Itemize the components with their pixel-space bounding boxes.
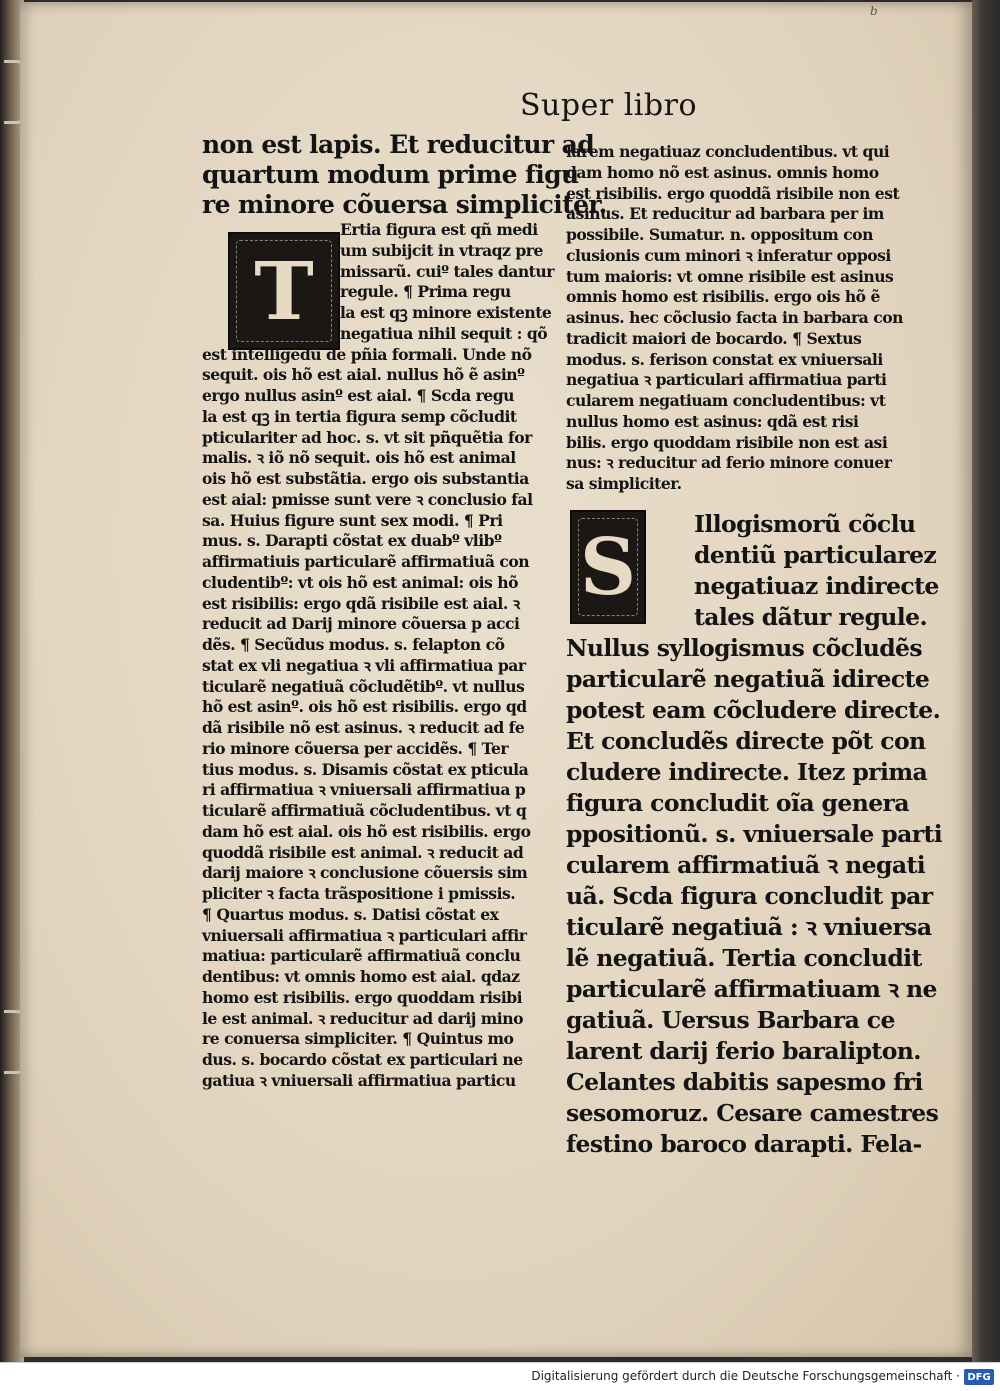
text-line: dam hõ est aial. ois hõ est risibilis. ergo [202,821,531,841]
text-line: sesomoruz. Cesare camestres [566,1098,939,1127]
text-line: pticulariter ad hoc. s. vt sit pñquẽtia for [202,427,532,447]
text-line: missarũ. cuiº tales dantur [340,261,554,281]
text-line: dentiũ particularez [694,540,937,569]
text-line: sa. Huius figure sunt sex modi. ¶ Pri [202,510,503,530]
text-line: ticularẽ negatiuã : ꝛ vniuersa [566,912,932,941]
text-line: negatiua ꝛ particulari affirmatiua parti [566,370,887,390]
text-line: Et concludẽs directe põt con [566,726,926,755]
text-line: affirmatiuis particularẽ affirmatiuã con [202,552,530,571]
text-line: modus. s. ferison constat ex vniuersali [566,349,883,369]
text-line: ri affirmatiua ꝛ vniuersali affirmatiua p [202,780,526,800]
left-column [202,130,607,1092]
text-line: ois hõ est substãtia. ergo ois substantia [202,469,529,488]
funding-credit: Digitalisierung gefördert durch die Deutsche Forschungsgemeinschaft · [531,1369,960,1383]
text-line: dam homo nõ est asinus. omnis homo [566,162,879,182]
book-right-edge [972,0,1000,1362]
text-line: tales dãtur regule. [694,602,928,631]
text-line: ticularẽ affirmatiuã cõcludentibus. vt q [202,801,527,820]
text-line: est risibilis: ergo qdã risibile est aial. ꝛ [202,593,520,613]
text-line: gatiua ꝛ vniuersali affirmatiua particu [202,1070,516,1090]
text-line: cludentibº: vt ois hõ est animal: ois hõ [202,572,519,592]
text-line: le est animal. ꝛ reducitur ad darij mino [202,1008,523,1028]
text-line: possibile. Sumatur. n. oppositum con [566,225,873,244]
text-line: omnis homo est risibilis. ergo ois hõ ẽ [566,287,880,307]
text-line: sa simpliciter. [566,474,682,493]
text-line: dã risibile nõ est asinus. ꝛ reducit ad fe [202,718,525,737]
text-line: festino baroco darapti. Fela- [566,1129,922,1158]
text-line: la est qꝫ minore existente [340,303,552,322]
text-line: hõ est asinº. ois hõ est risibilis. ergo qd [202,697,527,717]
text-line: Celantes dabitis sapesmo fri [566,1067,923,1096]
text-line: homo est risibilis. ergo quoddam risibi [202,987,523,1007]
text-line: mus. s. Darapti cõstat ex duabº vlibº [202,531,502,551]
text-line: est risibilis. ergo quoddã risibile non est [566,183,900,203]
text-line: clusionis cum minori ꝛ inferatur opposi [566,245,891,265]
text-line: cularem negatiuam concludentibus: vt [566,391,886,410]
folio-mark: b [870,4,878,18]
text-line: negatiuaz indirecte [694,571,939,600]
text-line: regule. ¶ Prima regu [340,282,511,302]
text-line: sequit. ois hõ est aial. nullus hõ ẽ asinº [202,365,525,385]
right-top-lines [566,142,914,495]
text-line: uã. Scda figura concludit par [566,881,933,910]
dfg-logo: DFG [964,1369,994,1385]
text-line: nullus homo est asinus: qdã est risi [566,411,859,431]
text-line: est aial: pmisse sunt vere ꝛ conclusio fal [202,489,533,509]
text-line: re conuersa simpliciter. ¶ Quintus mo [202,1029,514,1049]
text-line: la est qꝫ in tertia figura semp cõcludit [202,406,517,426]
text-line: particularẽ negatiuã idirecte [566,664,930,693]
text-line: Illogismorũ cõclu [694,509,916,538]
text-line: nus: ꝛ reducitur ad ferio minore conuer [566,453,892,473]
text-line: pliciter ꝛ facta trãspositione i pmissis. [202,884,516,903]
text-line: ticularẽ negatiuã cõcludẽtibº. vt nullus [202,676,525,696]
text-line: est intelligẽdũ de pñia formali. Unde nõ [202,344,532,364]
text-line: lẽ negatiuã. Tertia concludit [566,943,922,972]
text-line: negatiua nihil sequit : qõ [340,323,548,343]
text-line: dus. s. bocardo cõstat ex particulari ne [202,1050,523,1069]
text-line: dentibus: vt omnis homo est aial. qdaz [202,967,520,986]
left-body-lines [202,345,550,1092]
right-column [566,142,943,1160]
left-lead-lines [202,130,607,220]
text-line: non est lapis. Et reducitur ad [202,130,595,159]
text-line: larent darij ferio baralipton. [566,1036,921,1065]
text-line: tradicit maiori de bocardo. ¶ Sextus [566,328,862,348]
text-line: figura concludit oĩa genera [566,788,909,817]
text-line: ergo nullus asinº est aial. ¶ Scda regu [202,386,514,405]
left-indented-lines [202,220,554,345]
text-line: larem negatiuaz concludentibus. vt qui [566,142,890,161]
text-line: particularẽ affirmatiuam ꝛ ne [566,974,937,1003]
text-line: tius modus. s. Disamis cõstat ex pticula [202,759,529,779]
text-line: ¶ Quartus modus. s. Datisi cõstat ex [202,904,499,924]
text-line: bilis. ergo quoddam risibile non est asi [566,432,888,452]
text-line: potest eam cõcludere directe. [566,695,941,724]
text-line: cludere indirecte. Itez prima [566,757,928,786]
decorated-initial-t: T [228,232,340,350]
text-line: matiua: particularẽ affirmatiuã conclu [202,946,521,966]
text-line: vniuersali affirmatiua ꝛ particulari affir [202,925,527,945]
text-line: darij maiore ꝛ conclusione cõuersis sim [202,863,528,883]
text-line: malis. ꝛ iõ nõ sequit. ois hõ est animal [202,448,516,468]
text-line: reducit ad Darij minore cõuersa p acci [202,614,520,634]
digitization-footer [0,1362,1000,1391]
running-head: Super libro [520,88,698,123]
text-line: Ertia figura est qñ medi [340,220,538,239]
text-line: quartum modum prime figu [202,160,579,189]
text-line: Nullus syllogismus cõcludẽs [566,633,923,662]
right-big-lines [566,633,943,1160]
text-line: um subijcit in vtraqz pre [340,240,543,260]
text-line: gatiuã. Uersus Barbara ce [566,1005,895,1034]
decorated-initial-s: S [570,510,646,624]
text-line: asinus. hec cõclusio facta in barbara con [566,308,903,327]
text-line: asinus. Et reducitur ad barbara per im [566,204,884,224]
text-line: stat ex vli negatiua ꝛ vli affirmatiua par [202,655,526,675]
text-line: dẽs. ¶ Secũdus modus. s. felapton cõ [202,635,505,654]
text-line: re minore cõuersa simpliciter. [202,190,607,219]
text-line: ppositionũ. s. vniuersale parti [566,819,943,848]
right-indented-lines [566,509,939,633]
text-line: tum maioris: vt omne risibile est asinus [566,266,894,286]
text-line: quoddã risibile est animal. ꝛ reducit ad [202,842,524,862]
text-line: rio minore cõuersa per accidẽs. ¶ Ter [202,738,509,758]
text-line: cularem affirmatiuã ꝛ negati [566,850,926,879]
